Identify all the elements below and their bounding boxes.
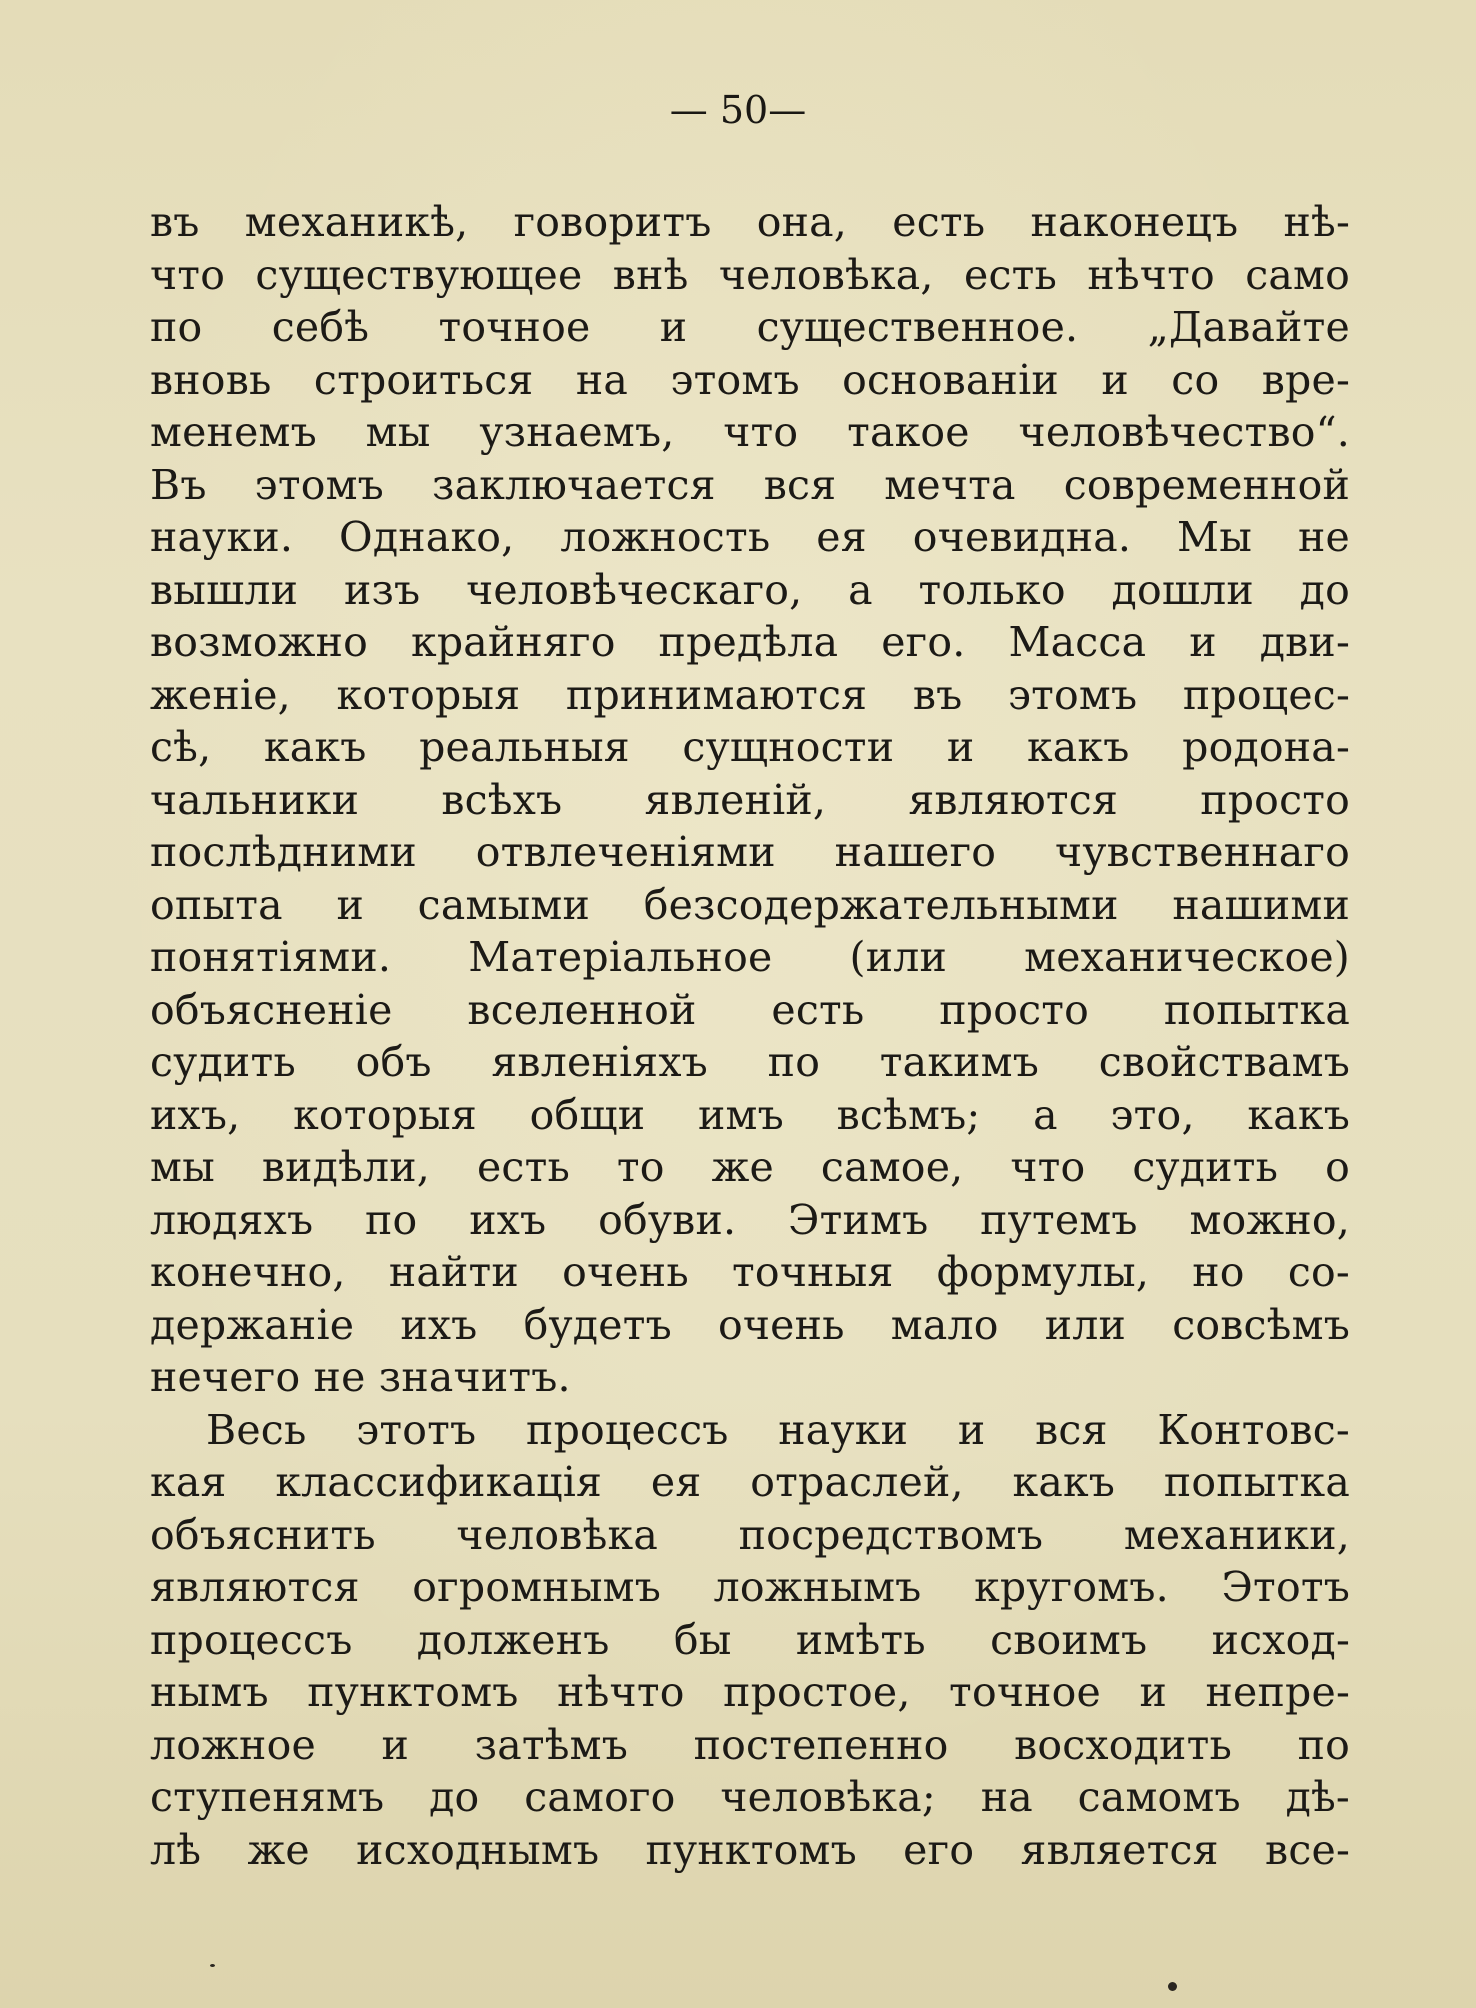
text-line: Въ этомъ заключается вся мечта современной: [150, 460, 1350, 509]
text-line: объяснить человѣка посредствомъ механики,: [150, 1510, 1350, 1559]
text-line: ступенямъ до самого человѣка; на самомъ дѣ-: [150, 1773, 1350, 1821]
text-line: являются огромнымъ ложнымъ кругомъ. Этотъ: [150, 1563, 1350, 1611]
text-body: [150, 196, 1350, 1876]
text-line: въ механикѣ, говоритъ она, есть наконецъ нѣ-: [150, 198, 1350, 246]
text-line: женiе, которыя принимаются въ этомъ процес-: [150, 670, 1350, 719]
ink-speck: [1168, 1982, 1177, 1991]
text-line: держанiе ихъ будетъ очень мало или совсѣмъ: [150, 1300, 1350, 1349]
paragraph-1: [150, 196, 1350, 1404]
text-line: объясненiе вселенной есть просто попытка: [150, 985, 1350, 1034]
text-line: ихъ, которыя общи имъ всѣмъ; а это, какъ: [150, 1090, 1350, 1139]
text-line: судить объ явленiяхъ по такимъ свойствамъ: [150, 1038, 1350, 1086]
text-line: возможно крайняго предѣла его. Масса и дви-: [150, 618, 1350, 666]
text-line: вновь строиться на этомъ основанiи и со вре-: [150, 355, 1350, 404]
paragraph-2: [150, 1404, 1350, 1877]
page-number: — 50—: [669, 88, 807, 132]
text-line: кая классификацiя ея отраслей, какъ попытка: [150, 1458, 1350, 1506]
text-line: Весь этотъ процессъ науки и вся Контовс-: [206, 1405, 1350, 1454]
text-line: опыта и самыми безсодержательными нашими: [150, 880, 1350, 929]
ink-speck: [210, 1964, 215, 1967]
text-line: менемъ мы узнаемъ, что такое человѣчество“.: [150, 408, 1350, 456]
text-line: людяхъ по ихъ обуви. Этимъ путемъ можно,: [150, 1195, 1350, 1244]
text-line: что существующее внѣ человѣка, есть нѣчто само: [150, 250, 1350, 299]
text-line: по себѣ точное и существенное. „Давайте: [150, 303, 1350, 351]
text-line: понятiями. Матерiальное (или механическое): [150, 933, 1350, 981]
text-line: нымъ пунктомъ нѣчто простое, точное и непре-: [150, 1668, 1350, 1716]
text-line: послѣдними отвлеченiями нашего чувственнаго: [150, 828, 1350, 876]
text-line: нечего не значитъ.: [150, 1353, 571, 1401]
text-line: ложное и затѣмъ постепенно восходить по: [150, 1720, 1350, 1769]
text-line: вышли изъ человѣческаго, а только дошли до: [150, 565, 1350, 614]
text-line: лѣ же исходнымъ пунктомъ его является все-: [150, 1825, 1350, 1874]
text-line: науки. Однако, ложность ея очевидна. Мы не: [150, 513, 1350, 561]
text-line: сѣ, какъ реальныя сущности и какъ родона-: [150, 723, 1350, 771]
text-line: мы видѣли, есть то же самое, что судить о: [150, 1143, 1350, 1191]
text-line: процессъ долженъ бы имѣть своимъ исход-: [150, 1615, 1350, 1664]
text-line: чальники всѣхъ явленiй, являются просто: [150, 775, 1350, 824]
text-line: конечно, найти очень точныя формулы, но со-: [150, 1248, 1350, 1296]
